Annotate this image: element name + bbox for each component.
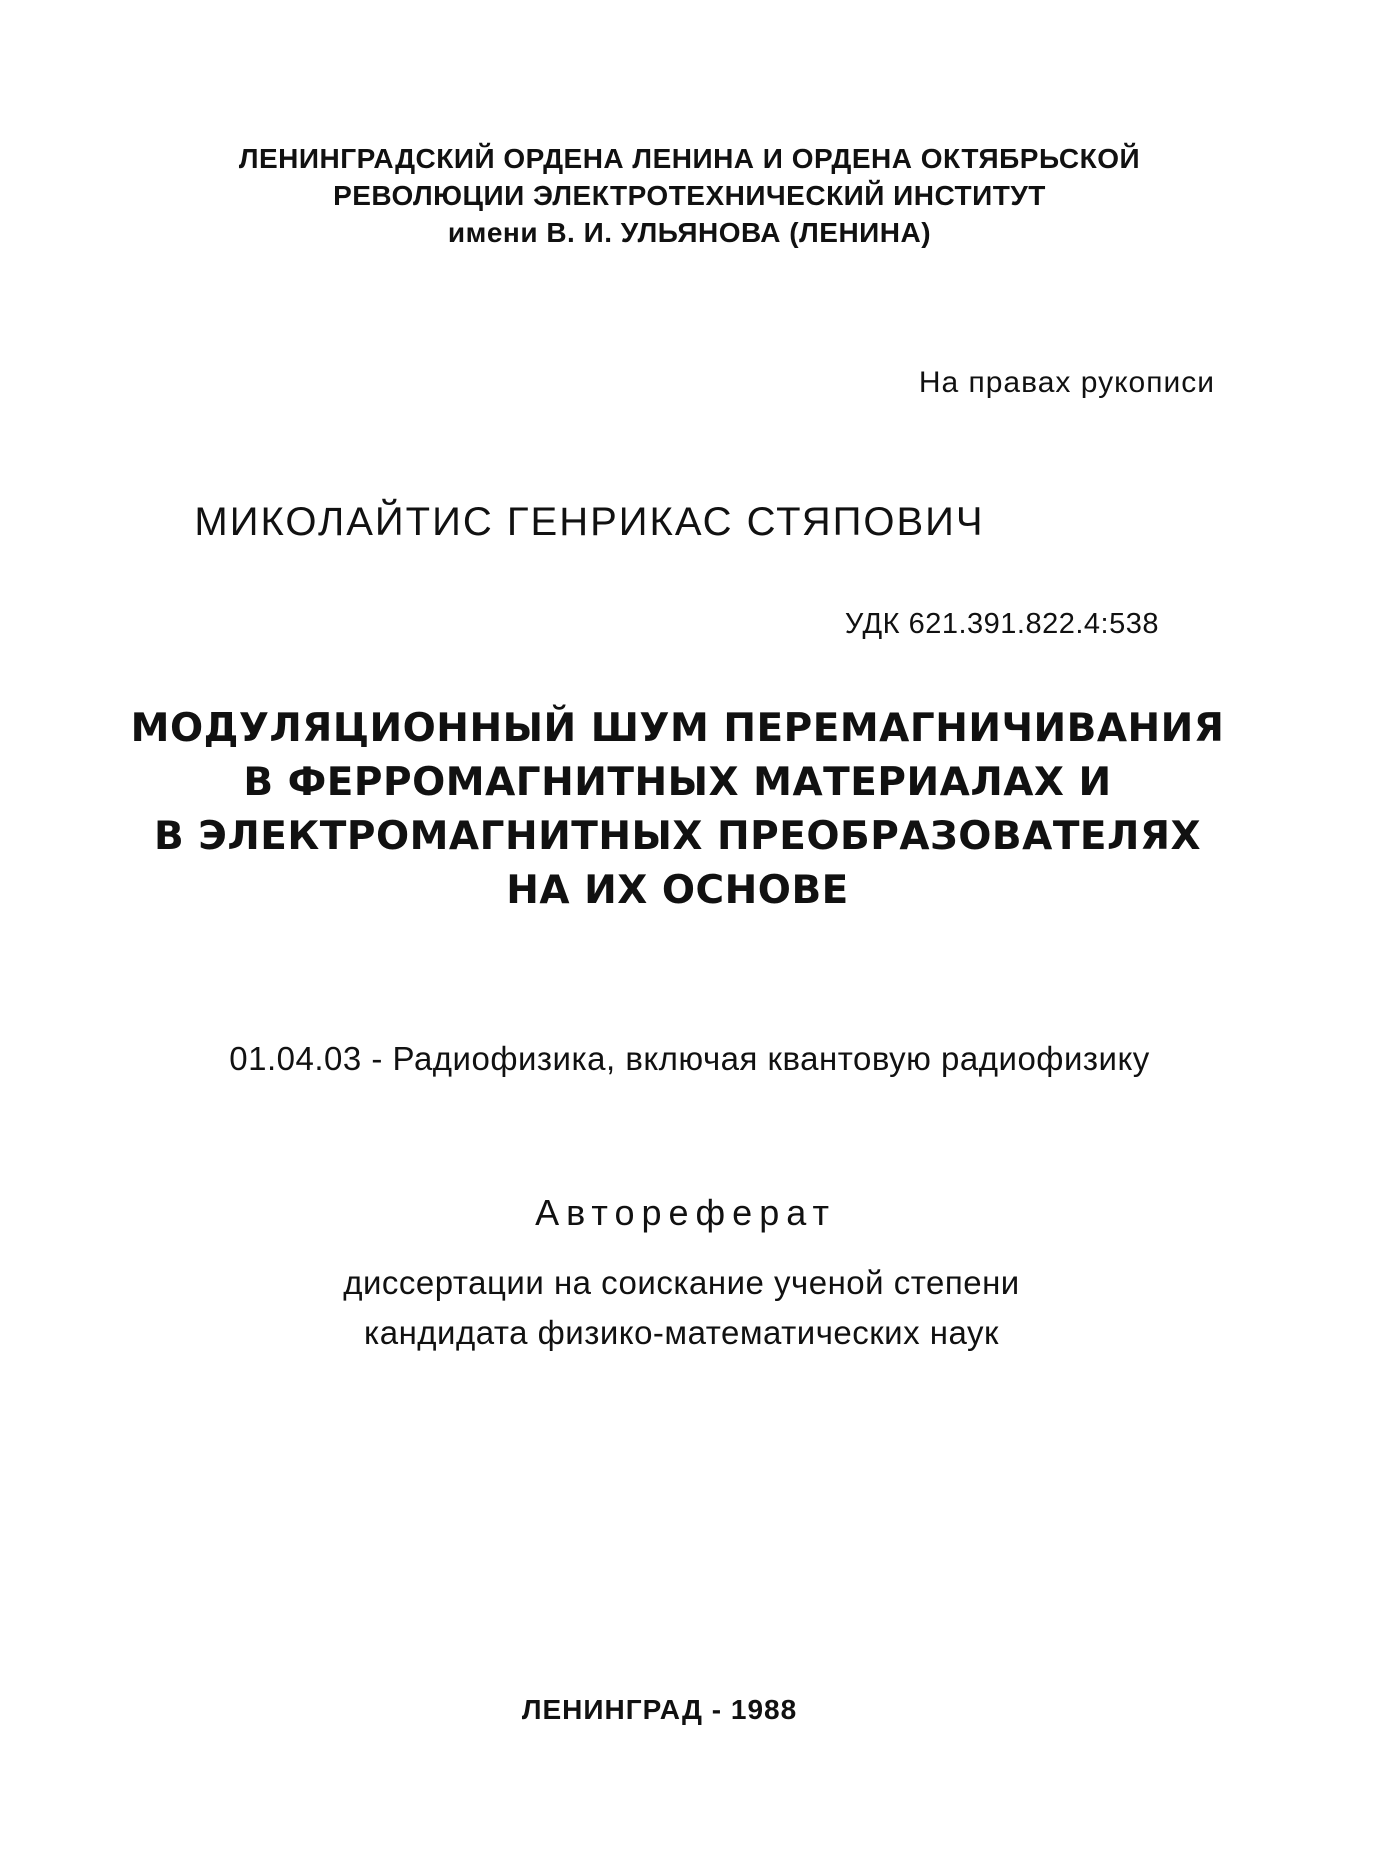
degree-description bbox=[0, 1258, 1371, 1358]
title-line-3: В ЭЛЕКТРОМАГНИТНЫХ ПРЕОБРАЗОВАТЕЛЯХ bbox=[153, 814, 1202, 859]
institute-line-3: имени В. И. УЛЬЯНОВА (ЛЕНИНА) bbox=[447, 217, 932, 248]
institute-header bbox=[0, 140, 1379, 251]
udk-code: УДК 621.391.822.4:538 bbox=[844, 608, 1159, 640]
document-title bbox=[0, 702, 1367, 918]
specialty-code: 01.04.03 - Радиофизика, включая квантовую радиофизику bbox=[229, 1040, 1150, 1077]
institute-line-2: РЕВОЛЮЦИИ ЭЛЕКТРОТЕХНИЧЕСКИЙ ИНСТИТУТ bbox=[333, 180, 1046, 211]
title-line-4: НА ИХ ОСНОВЕ bbox=[506, 868, 849, 913]
title-line-2: В ФЕРРОМАГНИТНЫХ МАТЕРИАЛАХ И bbox=[243, 760, 1112, 805]
city-year-footer: ЛЕНИНГРАД - 1988 bbox=[521, 1694, 798, 1725]
author-name: МИКОЛАЙТИС ГЕНРИКАС СТЯПОВИЧ bbox=[194, 500, 985, 544]
rights-note: На правах рукописи bbox=[918, 366, 1215, 399]
degree-line-1: диссертации на соискание ученой степени bbox=[343, 1264, 1020, 1301]
institute-line-1: ЛЕНИНГРАДСКИЙ ОРДЕНА ЛЕНИНА И ОРДЕНА ОКТЯБРЬСКОЙ bbox=[238, 143, 1141, 174]
abstract-label: Автореферат bbox=[535, 1192, 836, 1233]
title-line-1: МОДУЛЯЦИОННЫЙ ШУМ ПЕРЕМАГНИЧИВАНИЯ bbox=[130, 706, 1225, 751]
degree-line-2: кандидата физико-математических наук bbox=[364, 1314, 999, 1351]
